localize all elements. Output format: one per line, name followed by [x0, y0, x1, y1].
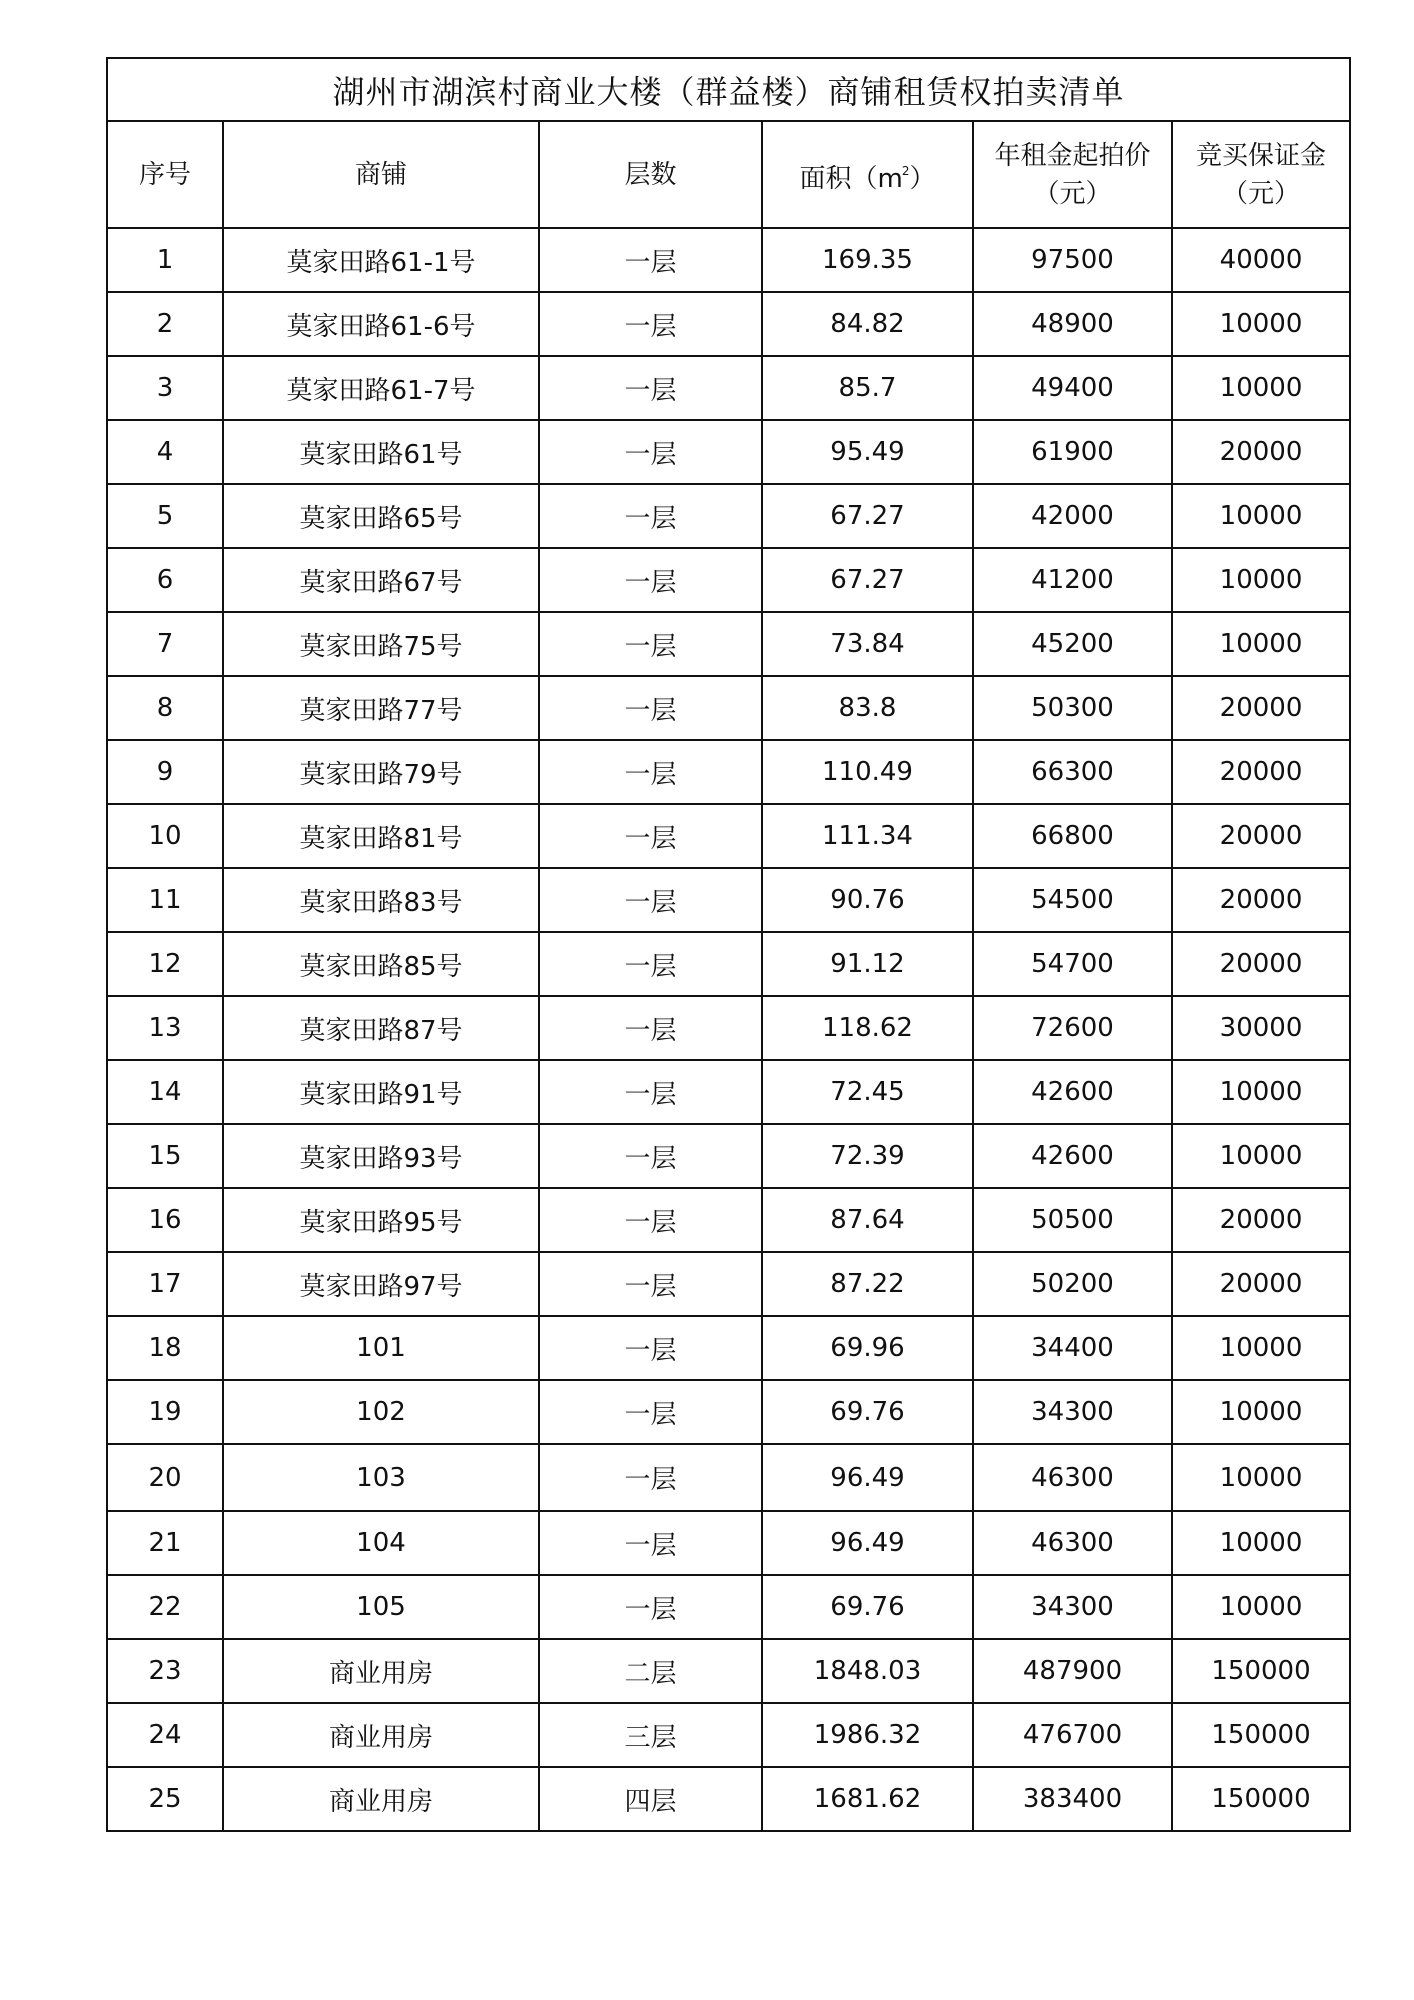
cell-starting-rent: 61900 [973, 420, 1172, 484]
cell-starting-rent: 42000 [973, 484, 1172, 548]
cell-deposit: 10000 [1172, 612, 1350, 676]
cell-starting-rent: 66800 [973, 804, 1172, 868]
header-area [762, 121, 973, 228]
table-row [107, 612, 1350, 676]
table-row [107, 1767, 1350, 1831]
cell-index: 7 [107, 612, 223, 676]
header-starting-rent-line1: 年租金起拍价 [994, 140, 1151, 171]
cell-floor: 一层 [539, 1380, 762, 1444]
cell-floor: 一层 [539, 292, 762, 356]
cell-deposit: 30000 [1172, 996, 1350, 1060]
table-row [107, 356, 1350, 420]
cell-deposit: 150000 [1172, 1703, 1350, 1767]
table-row [107, 1511, 1350, 1575]
cell-index: 13 [107, 996, 223, 1060]
header-area-label: 面积（m [799, 163, 903, 194]
cell-shop: 商业用房 [223, 1639, 539, 1703]
cell-starting-rent: 50200 [973, 1252, 1172, 1316]
cell-index: 9 [107, 740, 223, 804]
cell-deposit: 10000 [1172, 1380, 1350, 1444]
cell-area: 73.84 [762, 612, 973, 676]
cell-shop: 商业用房 [223, 1703, 539, 1767]
cell-deposit: 10000 [1172, 1060, 1350, 1124]
cell-shop: 101 [223, 1316, 539, 1380]
header-row [107, 121, 1350, 228]
cell-floor: 一层 [539, 228, 762, 292]
cell-index: 5 [107, 484, 223, 548]
cell-shop: 103 [223, 1444, 539, 1511]
cell-index: 19 [107, 1380, 223, 1444]
cell-deposit: 10000 [1172, 1124, 1350, 1188]
cell-area: 85.7 [762, 356, 973, 420]
cell-deposit: 10000 [1172, 292, 1350, 356]
cell-index: 16 [107, 1188, 223, 1252]
cell-shop: 莫家田路67号 [223, 548, 539, 612]
cell-area: 72.45 [762, 1060, 973, 1124]
cell-area: 69.76 [762, 1575, 973, 1639]
cell-starting-rent: 42600 [973, 1060, 1172, 1124]
cell-starting-rent: 54700 [973, 932, 1172, 996]
cell-floor: 一层 [539, 932, 762, 996]
cell-index: 21 [107, 1511, 223, 1575]
cell-deposit: 150000 [1172, 1639, 1350, 1703]
cell-area: 1986.32 [762, 1703, 973, 1767]
cell-deposit: 20000 [1172, 420, 1350, 484]
header-deposit-line2: （元） [1222, 178, 1301, 209]
cell-area: 69.96 [762, 1316, 973, 1380]
cell-deposit: 10000 [1172, 548, 1350, 612]
cell-area: 96.49 [762, 1444, 973, 1511]
cell-floor: 一层 [539, 1188, 762, 1252]
cell-shop: 莫家田路61-7号 [223, 356, 539, 420]
cell-floor: 一层 [539, 868, 762, 932]
cell-deposit: 10000 [1172, 484, 1350, 548]
cell-index: 18 [107, 1316, 223, 1380]
table-row [107, 420, 1350, 484]
cell-deposit: 20000 [1172, 1188, 1350, 1252]
table-row [107, 1380, 1350, 1444]
cell-floor: 三层 [539, 1703, 762, 1767]
table-row [107, 1188, 1350, 1252]
table-row [107, 1639, 1350, 1703]
cell-shop: 商业用房 [223, 1767, 539, 1831]
cell-shop: 莫家田路77号 [223, 676, 539, 740]
cell-area: 87.64 [762, 1188, 973, 1252]
cell-index: 23 [107, 1639, 223, 1703]
cell-area: 83.8 [762, 676, 973, 740]
table-row [107, 1575, 1350, 1639]
cell-area: 95.49 [762, 420, 973, 484]
table-row [107, 1252, 1350, 1316]
cell-floor: 一层 [539, 1316, 762, 1380]
auction-table [106, 57, 1351, 1832]
cell-shop: 莫家田路61-6号 [223, 292, 539, 356]
header-index: 序号 [107, 121, 223, 228]
auction-list-sheet [106, 57, 1349, 1832]
cell-shop: 102 [223, 1380, 539, 1444]
cell-floor: 一层 [539, 740, 762, 804]
cell-area: 72.39 [762, 1124, 973, 1188]
header-shop: 商铺 [223, 121, 539, 228]
cell-starting-rent: 54500 [973, 868, 1172, 932]
cell-floor: 一层 [539, 1124, 762, 1188]
table-row [107, 676, 1350, 740]
cell-index: 24 [107, 1703, 223, 1767]
table-row [107, 228, 1350, 292]
cell-starting-rent: 46300 [973, 1511, 1172, 1575]
table-row [107, 804, 1350, 868]
cell-starting-rent: 46300 [973, 1444, 1172, 1511]
cell-shop: 莫家田路83号 [223, 868, 539, 932]
cell-shop: 105 [223, 1575, 539, 1639]
cell-shop: 莫家田路81号 [223, 804, 539, 868]
header-deposit [1172, 121, 1350, 228]
cell-starting-rent: 48900 [973, 292, 1172, 356]
cell-shop: 莫家田路91号 [223, 1060, 539, 1124]
cell-starting-rent: 50300 [973, 676, 1172, 740]
header-starting-rent [973, 121, 1172, 228]
cell-index: 1 [107, 228, 223, 292]
table-row [107, 1124, 1350, 1188]
table-row [107, 484, 1350, 548]
cell-starting-rent: 97500 [973, 228, 1172, 292]
header-area-superscript: 2 [901, 163, 910, 178]
cell-starting-rent: 487900 [973, 1639, 1172, 1703]
cell-index: 12 [107, 932, 223, 996]
cell-floor: 一层 [539, 484, 762, 548]
cell-starting-rent: 34300 [973, 1380, 1172, 1444]
cell-area: 1681.62 [762, 1767, 973, 1831]
cell-shop: 莫家田路97号 [223, 1252, 539, 1316]
cell-floor: 一层 [539, 1575, 762, 1639]
cell-deposit: 10000 [1172, 1511, 1350, 1575]
cell-starting-rent: 72600 [973, 996, 1172, 1060]
cell-area: 91.12 [762, 932, 973, 996]
title-row [107, 58, 1350, 121]
cell-deposit: 10000 [1172, 1316, 1350, 1380]
cell-shop: 莫家田路95号 [223, 1188, 539, 1252]
table-row [107, 548, 1350, 612]
cell-area: 69.76 [762, 1380, 973, 1444]
cell-area: 96.49 [762, 1511, 973, 1575]
cell-deposit: 40000 [1172, 228, 1350, 292]
cell-shop: 莫家田路79号 [223, 740, 539, 804]
cell-area: 169.35 [762, 228, 973, 292]
cell-shop: 104 [223, 1511, 539, 1575]
table-row [107, 868, 1350, 932]
cell-starting-rent: 49400 [973, 356, 1172, 420]
cell-area: 1848.03 [762, 1639, 973, 1703]
document-title: 湖州市湖滨村商业大楼（群益楼）商铺租赁权拍卖清单 [107, 58, 1350, 121]
cell-floor: 一层 [539, 676, 762, 740]
cell-starting-rent: 34400 [973, 1316, 1172, 1380]
cell-deposit: 20000 [1172, 868, 1350, 932]
cell-starting-rent: 42600 [973, 1124, 1172, 1188]
cell-deposit: 150000 [1172, 1767, 1350, 1831]
cell-shop: 莫家田路61-1号 [223, 228, 539, 292]
table-body [107, 228, 1350, 1831]
cell-starting-rent: 45200 [973, 612, 1172, 676]
cell-shop: 莫家田路85号 [223, 932, 539, 996]
cell-deposit: 10000 [1172, 356, 1350, 420]
cell-floor: 二层 [539, 1639, 762, 1703]
cell-area: 111.34 [762, 804, 973, 868]
cell-index: 2 [107, 292, 223, 356]
cell-floor: 一层 [539, 804, 762, 868]
cell-index: 3 [107, 356, 223, 420]
cell-deposit: 20000 [1172, 676, 1350, 740]
header-area-close: ） [909, 163, 936, 194]
cell-floor: 一层 [539, 548, 762, 612]
cell-index: 20 [107, 1444, 223, 1511]
cell-starting-rent: 383400 [973, 1767, 1172, 1831]
cell-shop: 莫家田路61号 [223, 420, 539, 484]
cell-area: 87.22 [762, 1252, 973, 1316]
header-starting-rent-line2: （元） [1033, 178, 1112, 209]
header-deposit-line1: 竞买保证金 [1196, 140, 1327, 171]
table-row [107, 932, 1350, 996]
cell-floor: 一层 [539, 1252, 762, 1316]
header-floor: 层数 [539, 121, 762, 228]
table-row [107, 1316, 1350, 1380]
table-row [107, 996, 1350, 1060]
cell-area: 110.49 [762, 740, 973, 804]
cell-shop: 莫家田路65号 [223, 484, 539, 548]
cell-starting-rent: 34300 [973, 1575, 1172, 1639]
table-row [107, 1703, 1350, 1767]
cell-deposit: 20000 [1172, 740, 1350, 804]
cell-shop: 莫家田路75号 [223, 612, 539, 676]
cell-deposit: 10000 [1172, 1575, 1350, 1639]
cell-area: 84.82 [762, 292, 973, 356]
cell-area: 90.76 [762, 868, 973, 932]
cell-floor: 一层 [539, 356, 762, 420]
cell-deposit: 10000 [1172, 1444, 1350, 1511]
cell-index: 6 [107, 548, 223, 612]
cell-shop: 莫家田路93号 [223, 1124, 539, 1188]
cell-floor: 四层 [539, 1767, 762, 1831]
table-row [107, 740, 1350, 804]
cell-floor: 一层 [539, 1511, 762, 1575]
cell-area: 118.62 [762, 996, 973, 1060]
cell-deposit: 20000 [1172, 804, 1350, 868]
cell-floor: 一层 [539, 1444, 762, 1511]
cell-floor: 一层 [539, 1060, 762, 1124]
cell-floor: 一层 [539, 420, 762, 484]
cell-index: 11 [107, 868, 223, 932]
cell-index: 8 [107, 676, 223, 740]
cell-index: 10 [107, 804, 223, 868]
cell-shop: 莫家田路87号 [223, 996, 539, 1060]
cell-starting-rent: 50500 [973, 1188, 1172, 1252]
cell-index: 14 [107, 1060, 223, 1124]
cell-starting-rent: 476700 [973, 1703, 1172, 1767]
cell-starting-rent: 66300 [973, 740, 1172, 804]
cell-index: 25 [107, 1767, 223, 1831]
cell-index: 17 [107, 1252, 223, 1316]
cell-floor: 一层 [539, 612, 762, 676]
table-row [107, 1444, 1350, 1511]
cell-index: 4 [107, 420, 223, 484]
cell-starting-rent: 41200 [973, 548, 1172, 612]
cell-area: 67.27 [762, 484, 973, 548]
cell-deposit: 20000 [1172, 932, 1350, 996]
table-row [107, 292, 1350, 356]
cell-floor: 一层 [539, 996, 762, 1060]
cell-index: 22 [107, 1575, 223, 1639]
cell-area: 67.27 [762, 548, 973, 612]
cell-deposit: 20000 [1172, 1252, 1350, 1316]
table-row [107, 1060, 1350, 1124]
cell-index: 15 [107, 1124, 223, 1188]
